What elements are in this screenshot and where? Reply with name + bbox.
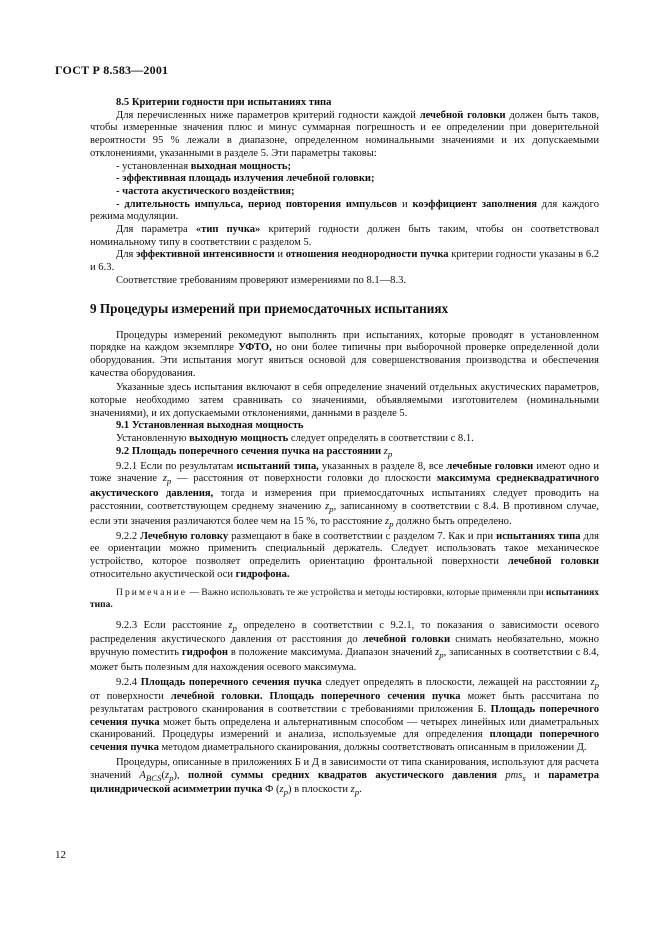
list-item-era: - эффективная площадь излучения лечебной головки; bbox=[116, 173, 375, 185]
section-9-heading: 9 Процедуры измерений при приемосдаточных испытаниях bbox=[90, 300, 449, 316]
section-8-5-intro: Для перечисленных ниже параметров критерий годности каждой лечебной головки должен быть таков, чтобы измеренные значения плюс и минус суммарная погрешность и ее определении при доверительной вероятности 95 % лежали в диапазоне, определенном номинальными значениями и их допускаемыми отклонениями, указанными в разделе 5. Эти параметры таковы: bbox=[90, 109, 599, 159]
paragraph-procedures: Процедуры, описанные в приложениях Б и Д в зависимости от типа сканирования, используют для расчета значений $A_{BCS}(z_p)$, полной суммы средних квадратов акустического давления pms$_s$ и параметра цилиндрической асимметрии пучка Ф $(z_p)$ в плоскости $z_p$. bbox=[90, 756, 599, 798]
paragraph-9-2-4: 9.2.4 Площадь поперечного сечения пучка следует определять в плоскости, лежащей на расстоянии $z_p$ от поверхности лечебной головки. Площадь поперечного сечения пучка может быть рассчитана по результатам растрового сканирования в соответствии с требованиями приложения Б. Площадь поперечного сечения пучка может быть определена и альтернативным способом — четырех линейных или диаметральных сканирований. Процедуры измерений и анализа, используемые для определения площади поперечного сечения пучка методом диаметрального сканирования, должны соответствовать описанным в приложении Д. bbox=[90, 676, 599, 754]
section-9-2-heading: 9.2 Площадь поперечного сечения пучка на расстоянии $z_p$ bbox=[116, 445, 393, 459]
paragraph-9-2-2: 9.2.2 Лечебную головку размещают в баке в соответствии с разделом 7. Как и при испытаниях типа для ее ориентации можно применить специальный держатель. Следует использовать такое механическое устройство, которое позволяет определить ориентацию фронтальной поверхности лечебной головки относительно акустической оси гидрофона. bbox=[90, 530, 600, 580]
section-9-1-text: Установленную выходную мощность следует определять в соответствии с 8.1. bbox=[116, 433, 474, 445]
section-8-5-beam-type: Для параметра «тип пучка» критерий годности должен быть таким, чтобы он соответствовал номинальному типу в соответствии с разделом 5. bbox=[90, 224, 599, 248]
page-body bbox=[90, 97, 599, 799]
running-header: ГОСТ Р 8.583—2001 bbox=[55, 63, 169, 77]
paragraph-9-2-1: 9.2.1 Если по результатам испытаний типа, указанных в разделе 8, все лечебные головки имеют одно и тоже значение $z_p$ — расстояния от поверхности головки до плоскости максимума среднеквадратичного акустического давления, тогда и измерения при приемосдаточных испытаниях следует проводить на расстоянии, соответствующем среднему значению $z_p$, записанному в соответствии с 8.4. В противном случае, если эти значения различаются более чем на 15 %, то расстояние $z_p$ должно быть определено. bbox=[90, 460, 599, 529]
list-item-pulse: - длительность импульса, период повторения импульсов и коэффициент заполнения для каждого режима модуляции. bbox=[90, 198, 600, 223]
section-9-scope: Указанные здесь испытания включают в себя определение значений отдельных акустических параметров, которые необходимо затем сравнивать со значениями, объявляемыми изготовителем (номинальными значениями), и их допускаемыми отклонениями, данными в разделе 5. bbox=[90, 382, 599, 419]
paragraph-9-2-3: 9.2.3 Если расстояние $z_p$ определено в соответствии с 9.2.1, то показания о зависимости осевого распределения акустического давления от расстояния до лечебной головки снимать необязательно, можно вручную поместить гидрофон в положение максимума. Диапазон значений $z_p$, записанных в соответствии с 8.4, может быть полезным для нахождения осевого максимума. bbox=[90, 619, 600, 673]
page-number: 12 bbox=[55, 849, 66, 861]
list-item-output-power: - установленная выходная мощность; bbox=[116, 160, 292, 172]
list-item-frequency: - частота акустического воздействия; bbox=[116, 185, 295, 197]
section-8-5-compliance: Соответствие требованиям проверяют измерениями по 8.1—8.3. bbox=[116, 274, 406, 286]
section-9-1-heading: 9.1 Установленная выходная мощность bbox=[116, 420, 304, 432]
section-8-5-heading: 8.5 Критерии годности при испытаниях типа bbox=[116, 97, 332, 108]
section-8-5-intensity: Для эффективной интенсивности и отношения неоднородности пучка критерии годности указаны в 6.2 и 6.3. bbox=[90, 249, 599, 274]
section-9-intro: Процедуры измерений рекомедуют выполнять при испытаниях, которые проводят в установленном порядке на каждом экземпляре УФТО, но они более типичны при выборочной проверке определенной доли оборудования. Эти испытания могут явиться основой для совершенствования производства и обеспечения качества оборудования. bbox=[90, 329, 599, 379]
note: Примечание — Важно использовать те же устройства и методы юстировки, которые применяли при испытаниях типа. bbox=[90, 588, 599, 610]
